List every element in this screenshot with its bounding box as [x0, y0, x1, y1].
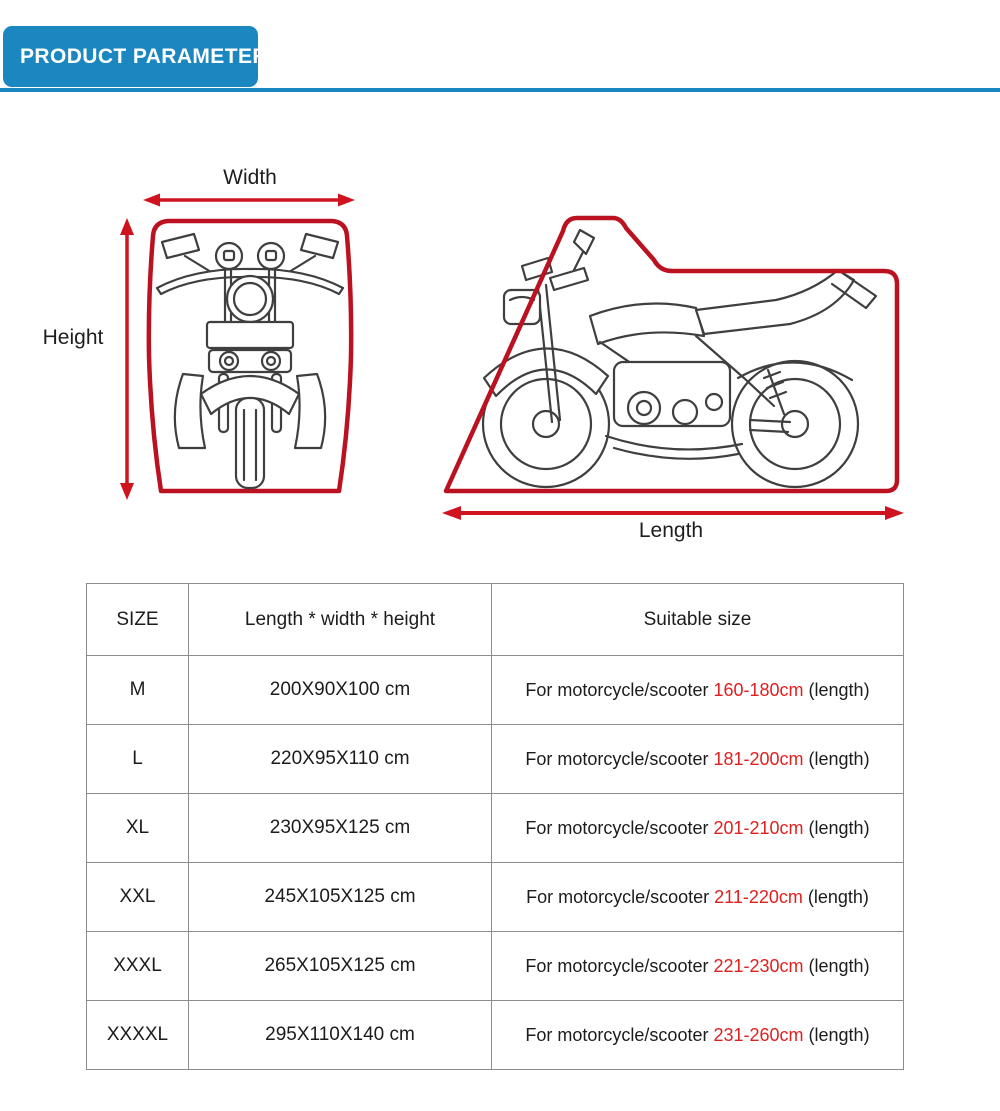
dimensions-value: 220X95X110 cm [189, 725, 492, 794]
size-value: XL [87, 794, 189, 863]
suitable-text-prefix: For motorcycle/scooter [526, 886, 715, 907]
suitable-text-prefix: For motorcycle/scooter [525, 748, 714, 769]
table-row [87, 863, 904, 932]
dimensions-value: 295X110X140 cm [189, 1001, 492, 1070]
column-header-dimensions: Length * width * height [189, 584, 492, 656]
size-value: M [87, 656, 189, 725]
suitable-size-range: 181-200cm [713, 748, 804, 769]
suitable-size-range: 211-220cm [714, 886, 803, 907]
height-arrow-icon [117, 218, 137, 500]
length-dimension-label: Length [638, 519, 704, 542]
header-divider-line [0, 88, 1000, 92]
suitable-value [492, 725, 904, 794]
dimensions-value: 245X105X125 cm [189, 863, 492, 932]
section-header-banner [3, 26, 283, 87]
table-row [87, 932, 904, 1001]
column-header-suitable: Suitable size [492, 584, 904, 656]
section-title: PRODUCT PARAMETERS [20, 44, 283, 68]
height-dimension-label: Height [42, 326, 104, 349]
suitable-text-prefix: For motorcycle/scooter [525, 679, 714, 700]
suitable-text-prefix: For motorcycle/scooter [525, 955, 714, 976]
suitable-size-range: 201-210cm [713, 817, 804, 838]
table-row [87, 1001, 904, 1070]
size-value: XXL [87, 863, 189, 932]
suitable-text-suffix: (length) [803, 748, 870, 769]
suitable-value [492, 1001, 904, 1070]
suitable-text-suffix: (length) [803, 1024, 870, 1045]
table-header-row [87, 584, 904, 656]
suitable-text-suffix: (length) [802, 886, 869, 907]
side-bike-lineart [483, 230, 876, 487]
suitable-value [492, 863, 904, 932]
suitable-text-suffix: (length) [803, 679, 870, 700]
size-value: L [87, 725, 189, 794]
size-chart-table [86, 583, 904, 1070]
suitable-size-range: 221-230cm [713, 955, 804, 976]
suitable-size-range: 160-180cm [713, 679, 804, 700]
dimensions-value: 230X95X125 cm [189, 794, 492, 863]
suitable-value [492, 656, 904, 725]
dimensions-value: 265X105X125 cm [189, 932, 492, 1001]
dimensions-value: 200X90X100 cm [189, 656, 492, 725]
suitable-text-prefix: For motorcycle/scooter [525, 1024, 714, 1045]
suitable-text-prefix: For motorcycle/scooter [525, 817, 714, 838]
suitable-value [492, 794, 904, 863]
table-row [87, 656, 904, 725]
motorcycle-side-view-illustration [438, 210, 904, 502]
table-row [87, 794, 904, 863]
width-dimension-label: Width [223, 166, 277, 189]
front-bike-lineart [157, 234, 343, 488]
size-value: XXXXL [87, 1001, 189, 1070]
suitable-size-range: 231-260cm [713, 1024, 804, 1045]
size-value: XXXL [87, 932, 189, 1001]
table-row [87, 725, 904, 794]
column-header-size: SIZE [87, 584, 189, 656]
suitable-value [492, 932, 904, 1001]
suitable-text-suffix: (length) [803, 955, 870, 976]
suitable-text-suffix: (length) [803, 817, 870, 838]
motorcycle-front-view-illustration [135, 206, 365, 498]
